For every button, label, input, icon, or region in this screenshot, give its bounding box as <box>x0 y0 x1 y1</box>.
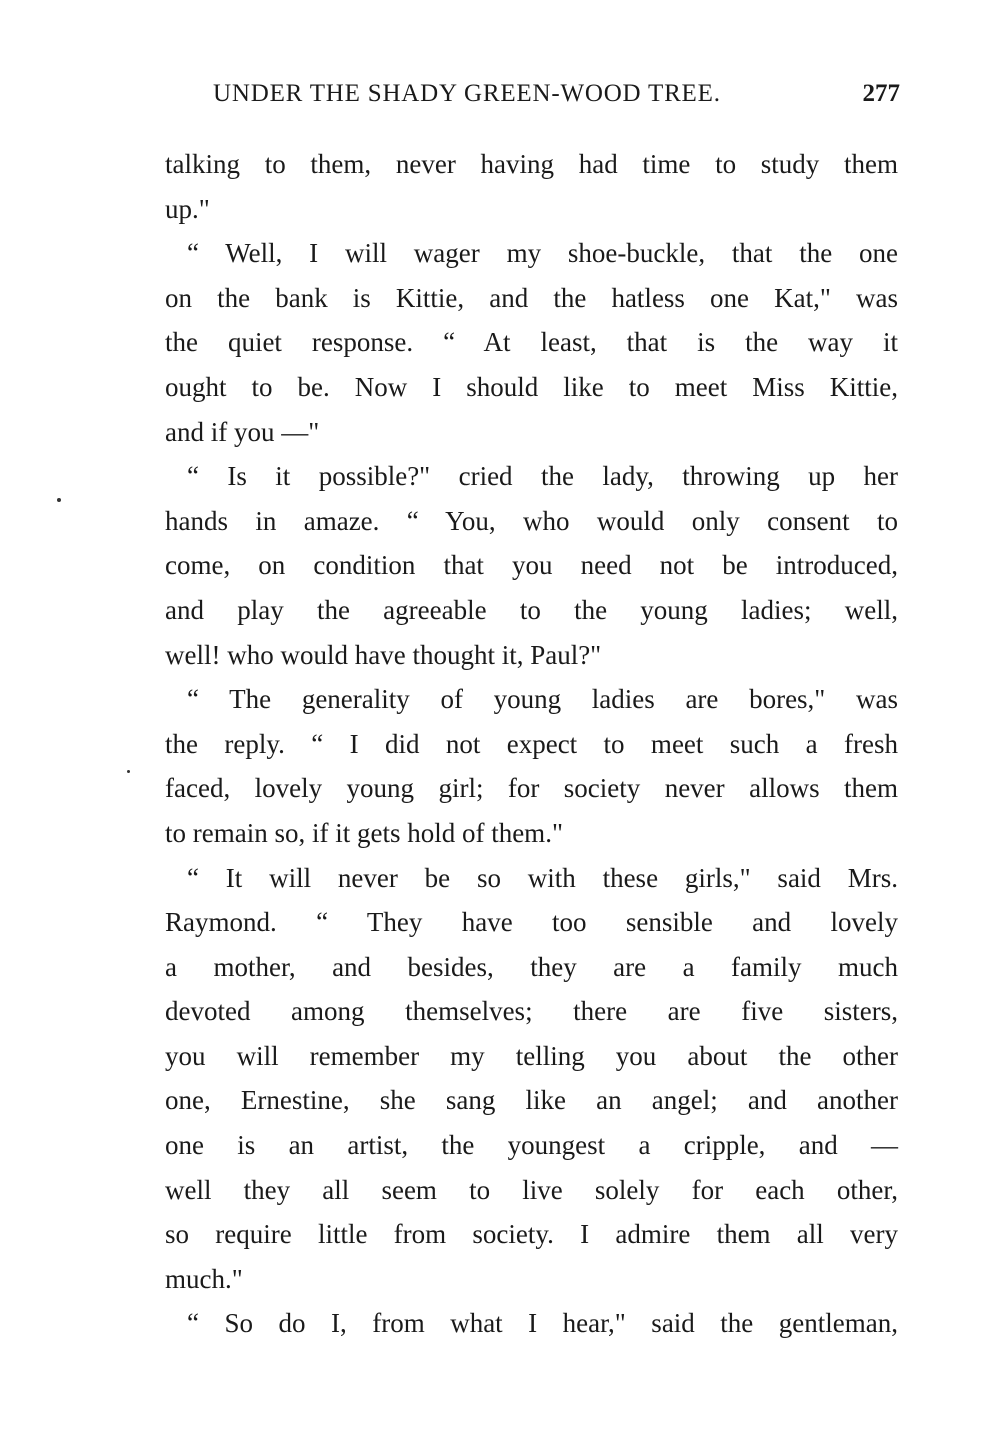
text-line: talking to them, never having had time to study them <box>165 149 898 179</box>
text-line: the quiet response. “ At least, that is the way it <box>165 327 898 358</box>
text-line: devoted among themselves; there are five sisters, <box>165 996 898 1027</box>
text-line: up." <box>165 193 210 224</box>
page-number: 277 <box>862 80 900 107</box>
text-line: Raymond. “ They have too sensible and lovely <box>165 907 898 938</box>
margin-speck <box>127 770 130 773</box>
running-head <box>165 76 900 112</box>
text-line: to remain so, if it gets hold of them." <box>165 817 563 848</box>
text-line: “ So do I, from what I hear," said the gentleman, <box>187 1308 898 1339</box>
body-text <box>165 142 898 1346</box>
margin-speck <box>57 498 61 502</box>
text-line: ought to be. Now I should like to meet Miss Kittie, <box>165 371 898 402</box>
text-line: hands in amaze. “ You, who would only consent to <box>165 505 898 536</box>
text-line: “ It will never be so with these girls," said Mrs. <box>187 862 898 893</box>
text-line: one is an artist, the youngest a cripple, and — <box>165 1130 898 1161</box>
text-line: well! who would have thought it, Paul?" <box>165 639 602 670</box>
text-line: “ Is it possible?" cried the lady, throwing up her <box>187 461 898 492</box>
text-line: much." <box>165 1263 243 1294</box>
text-line: one, Ernestine, she sang like an angel; and another <box>165 1085 898 1116</box>
text-line: a mother, and besides, they are a family much <box>165 951 898 982</box>
text-line: come, on condition that you need not be introduced, <box>165 550 898 581</box>
text-line: you will remember my telling you about the other <box>165 1040 898 1071</box>
text-line: and play the agreeable to the young ladies; well, <box>165 594 898 625</box>
running-title: UNDER THE SHADY GREEN-WOOD TREE. <box>213 80 721 107</box>
text-line: “ The generality of young ladies are bores," was <box>187 684 898 715</box>
text-line: faced, lovely young girl; for society never allows them <box>165 773 898 804</box>
text-line: and if you —" <box>165 416 320 447</box>
text-line: well they all seem to live solely for each other, <box>165 1174 898 1205</box>
text-line: “ Well, I will wager my shoe-buckle, that the one <box>187 238 898 269</box>
text-line: so require little from society. I admire them all very <box>165 1219 898 1250</box>
text-line: the reply. “ I did not expect to meet such a fresh <box>165 728 898 759</box>
text-line: on the bank is Kittie, and the hatless one Kat," was <box>165 282 898 313</box>
